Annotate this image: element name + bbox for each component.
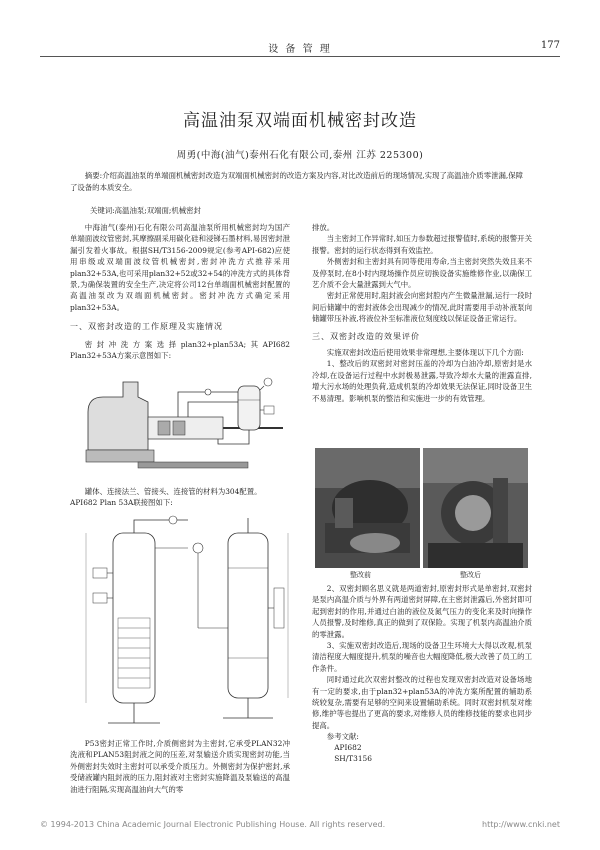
paragraph: 密封冲洗方案选择plan32+plan53A;其API682 Plan32+53A方案示意图如下: — [70, 339, 290, 361]
paragraph: 密封正常使用时,阻封液会向密封腔内产生微量泄漏,运行一段时间后储罐中的密封液体会出现减少的情况,此时需要用手动补液泵向储罐带压补液,将液位补至标准液位刻度线以保证设备正常运行。 — [312, 291, 532, 324]
right-column — [312, 222, 532, 404]
plan53a-connection-drawing — [78, 508, 293, 733]
paragraph: 排放。 — [312, 223, 335, 232]
paragraph: 1、整改后的双密封对密封压盖的冷却为白油冷却,原密封是水冷却,在设备运行过程中水封极易泄露,导致冷却水大量的泄露直排,增大污水场的处理负荷,造成机泵的冷却效果无法保证,同时设备卫生不易清理。影响机泵的整洁和实施进一步的有效管理。 — [312, 359, 532, 403]
section-heading-3: 三、双密封改造的效果评价 — [312, 331, 420, 341]
paragraph: 3、实施双密封改造后,现场的设备卫生环境大大得以改观,机泵清洁程度大幅度提升,机泵的噪音也大幅度降低,极大改善了员工的工作条件。 — [312, 641, 532, 673]
paragraph: 当主密封工作异常时,如压力参数超过报警值时,系统的报警开关报警。密封的运行状态得到有效监控。 — [312, 234, 532, 255]
paragraph: 外侧密封和主密封具有同等使用寿命,当主密封突然失效且来不及停泵时,在8小时内现场操作员应切换设备实施维修作业,以确保工艺介质不会大量泄露到大气中。 — [312, 257, 532, 290]
paragraph: 同时通过此次双密封整改的过程也发现双密封改造对设备场地有一定的要求,由于plan32+plan53A的冲洗方案所配置的辅助系统较复杂,需要有足够的空间来设置辅助系统。同时双密封机泵对维修,维护等也提出了更高的要求,对维修人员的维修技能的要求也同步提高。 — [312, 675, 532, 730]
left-column-mid — [70, 486, 290, 509]
photo-before — [315, 448, 420, 568]
plan32-53a-schematic — [78, 372, 293, 484]
keywords: 关键词:高温油泵;双端面;机械密封 — [90, 206, 201, 215]
paragraph: API682 Plan 53A联接图如下: — [70, 498, 173, 508]
article-title: 高温油泵双端面机械密封改造 — [183, 111, 417, 131]
right-column-bottom — [312, 583, 532, 764]
author-line: 周勇(中海(油气)泰州石化有限公司,泰州 江苏 225300) — [176, 150, 424, 161]
footer-url[interactable]: http://www.cnki.net — [482, 820, 560, 829]
abstract: 摘要:介绍高温油泵的单端面机械密封改造为双端面机械密封的改造方案及内容,对比改造前后的现场情况,实现了高温油介质零泄漏,保障了设备的本质安全。 — [70, 171, 523, 192]
left-column-bottom — [70, 738, 290, 795]
reference-item: API682 — [334, 743, 362, 753]
page-number: 177 — [540, 40, 560, 51]
page-footer — [40, 820, 560, 829]
caption-before: 整改前 — [350, 571, 371, 579]
photo-after — [423, 448, 528, 568]
paragraph: 罐体、连接法兰、管接头、连接管的材料为304配置。 — [84, 487, 262, 496]
reference-item: SH/T3156 — [334, 754, 372, 764]
left-column — [70, 222, 290, 361]
copyright-text: © 1994-2013 China Academic Journal Electronic Publishing House. All rights reserved. — [40, 820, 386, 829]
references-title: 参考文献: — [326, 732, 359, 742]
caption-after: 整改后 — [460, 571, 481, 579]
page-header — [40, 40, 560, 57]
journal-section: 设 备 管 理 — [268, 44, 332, 55]
paragraph: 2、双密封顾名思义就是两道密封,原密封形式是单密封,双密封是泵内高温介质与外界有两道密封屏障,在主密封泄露后,外密封即可起到密封的作用,并通过白油的液位及氮气压力的变化来及时向操作人员报警,及时维修,真正的做到了双保险。实现了机泵内高温油介质的零泄露。 — [312, 584, 532, 639]
paragraph: P53密封正常工作时,介质侧密封为主密封,它承受PLAN32冲洗液和PLAN53阻封液之间的压差,对泵输送介质实现密封功能,当外侧密封失效时主密封可以承受介质压力。外侧密封为保护密封,承受储液罐内阻封液的压力,阻封液对主密封实施降温及泵输送的高温油进行阻隔,实现高温油向大气的零 — [70, 739, 290, 794]
intro-paragraph: 中海油气(泰州)石化有限公司高温油泵所用机械密封均为国产单端面波纹管密封,其摩擦副采用碳化硅和浸锑石墨材料,易因密封泄漏引发着火事故。根据SH/T3156-2009规定(参考API-682)应使用串级或双端面波纹管机械密封,密封冲洗方式推荐采用plan32+53A,也可采用plan32+52或32+54的冲洗方式的具体背景,为确保装置的安全生产,决定将公司12台单端面机械密封配置的高温油泵改为双端面机械密封。密封冲洗方式确定采用plan32+53A。 — [70, 223, 290, 312]
paragraph: 实施双密封改造后使用效果非常理想,主要体现以下几个方面: — [326, 348, 524, 358]
section-heading-1: 一、双密封改造的工作原理及实施情况 — [70, 322, 223, 332]
